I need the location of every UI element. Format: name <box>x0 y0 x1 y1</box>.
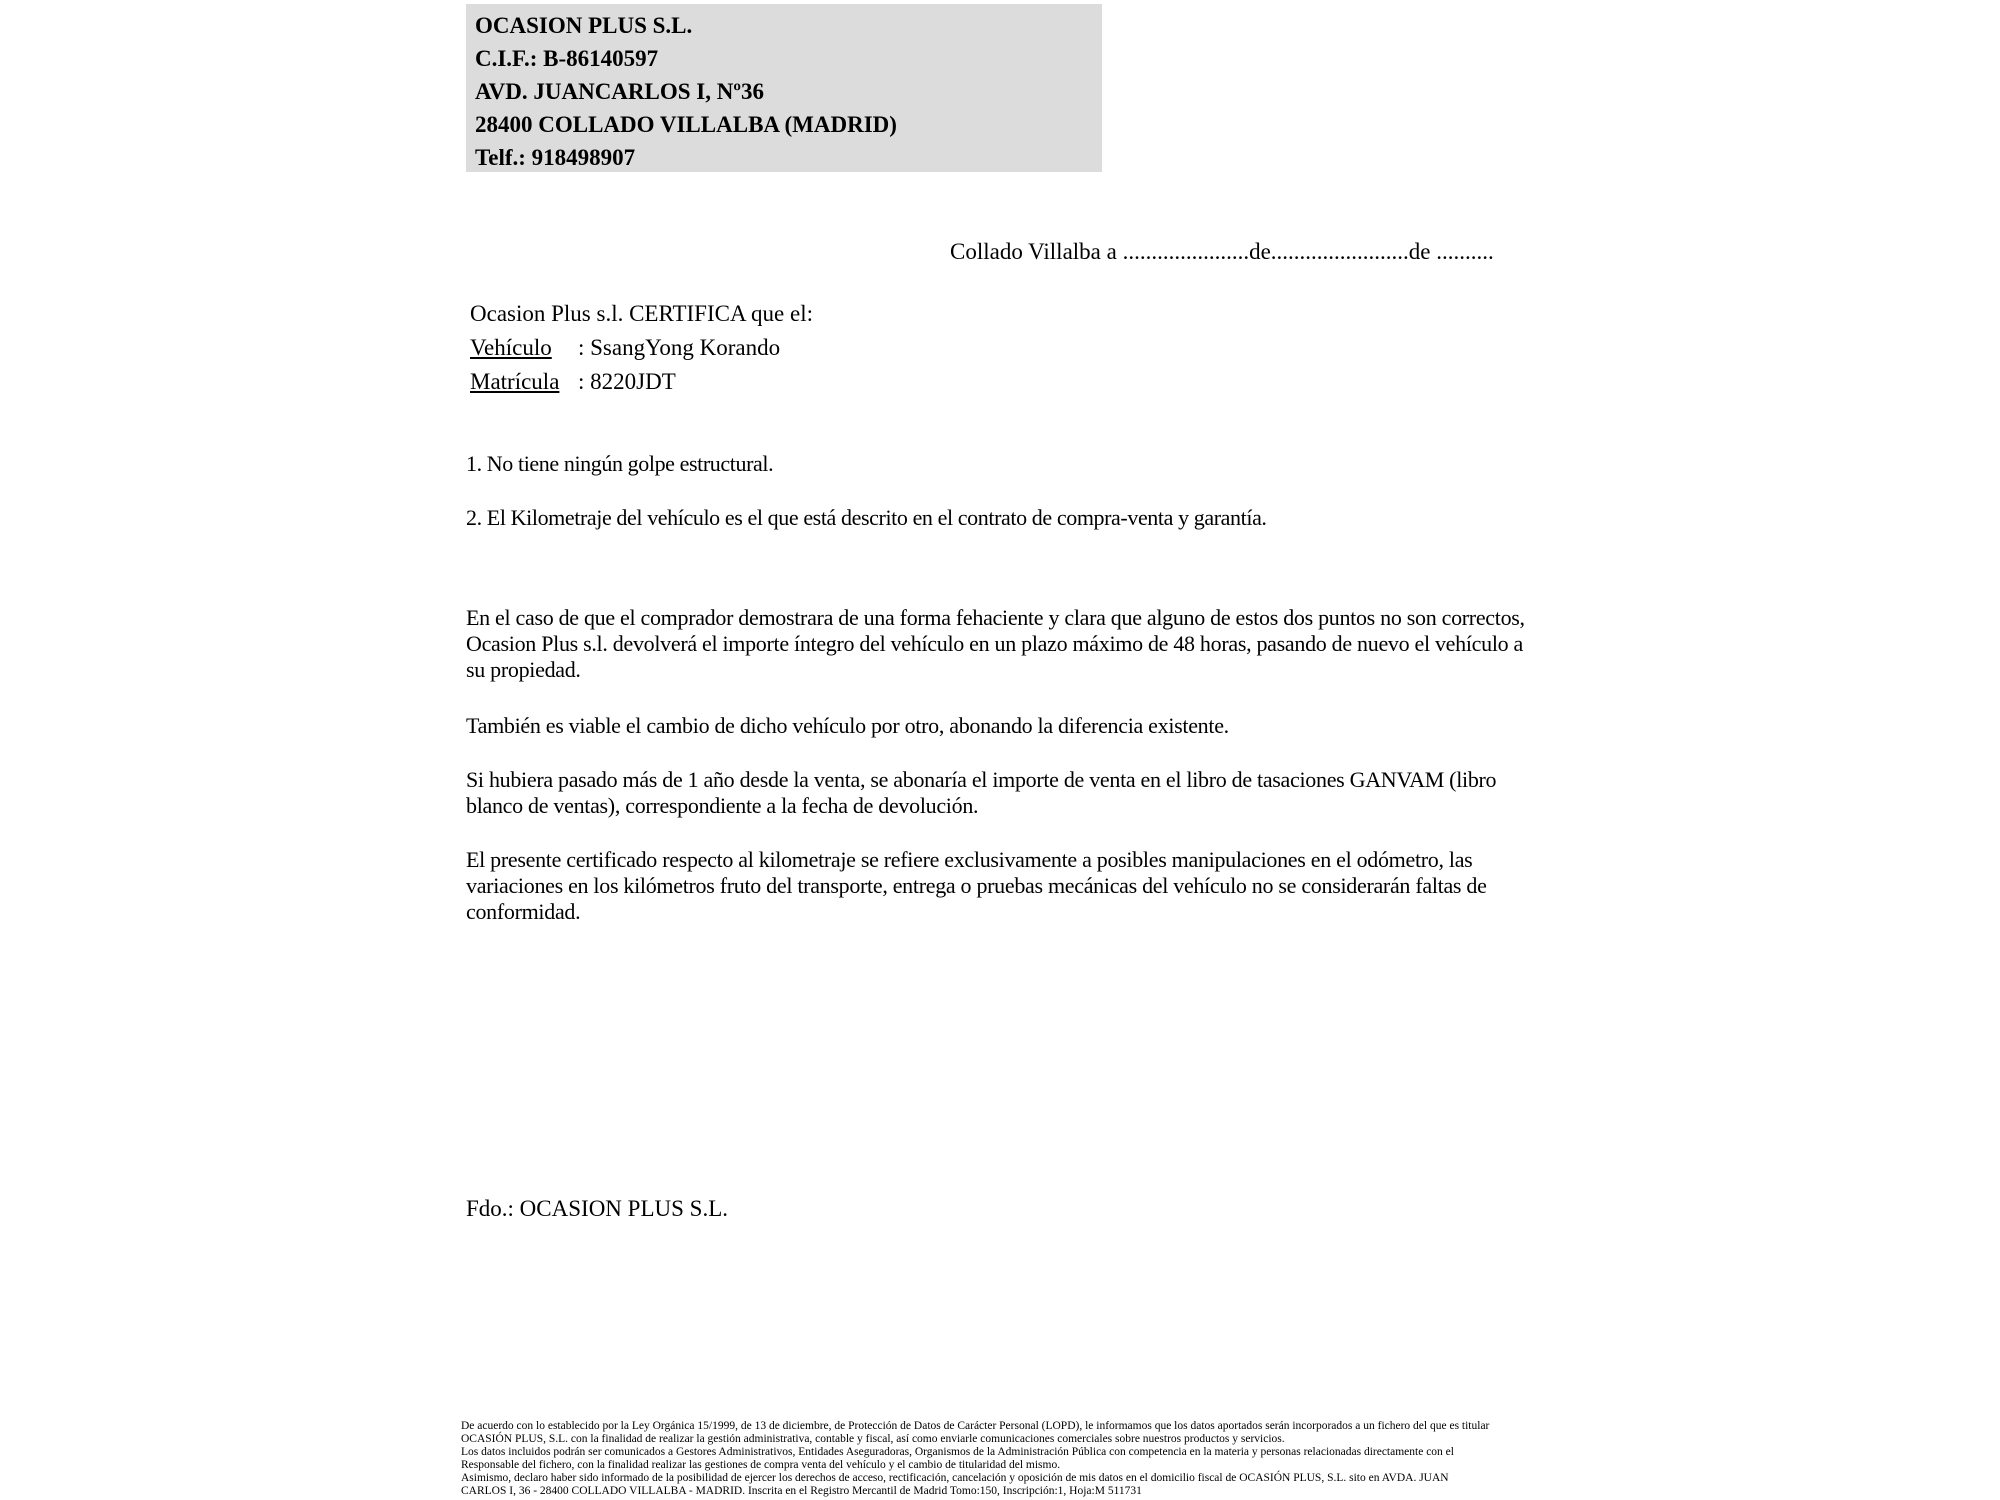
exchange-paragraph: También es viable el cambio de dicho vehículo por otro, abonando la diferencia existente. <box>466 713 1229 738</box>
legal-notice-line: OCASIÓN PLUS, S.L. con la finalidad de realizar la gestión administrativa, contable y fiscal, así como enviarle comunicaciones comerciales sobre nuestros productos y servicios. <box>461 1433 1285 1445</box>
company-phone: Telf.: 918498907 <box>475 145 636 170</box>
legal-notice-line: Responsable del fichero, con la finalidad realizar las gestiones de compra venta del vehículo y el cambio de titularidad del mismo. <box>461 1459 1061 1471</box>
legal-notice-line: De acuerdo con lo establecido por la Ley Orgánica 15/1999, de 13 de diciembre, de Protección de Datos de Carácter Personal (LOPD), le informamos que los datos aportados serán incorporados a un fichero del que es titular <box>461 1420 1490 1432</box>
vehicle-label: Vehículo <box>470 335 552 360</box>
certification-block <box>470 297 813 399</box>
date-fill-in-line: Collado Villalba a ......................de........................de .......... <box>950 239 1494 264</box>
company-cif: C.I.F.: B-86140597 <box>475 46 659 71</box>
vehicle-label-cell <box>470 331 578 365</box>
company-name: OCASION PLUS S.L. <box>475 13 693 38</box>
legal-notice-line: Los datos incluidos podrán ser comunicados a Gestores Administrativos, Entidades Aseguradoras, Organismos de la Administración Pública con competencia en la materia y personas relacionadas directamente con el <box>461 1446 1454 1458</box>
vehicle-separator: : <box>578 335 591 360</box>
certified-point-2: 2. El Kilometraje del vehículo es el que está descrito en el contrato de compra-venta y garantía. <box>466 505 1267 530</box>
vehicle-field <box>470 331 813 365</box>
signature-line: Fdo.: OCASION PLUS S.L. <box>466 1196 728 1221</box>
legal-notice-block <box>461 1420 1489 1498</box>
legal-notice-line: Asimismo, declaro haber sido informado de la posibilidad de ejercer los derechos de acceso, rectificación, cancelación y oposición de mis datos en el domicilio fiscal de OCASIÓN PLUS, S.L. sito en AVDA. JUAN <box>461 1472 1449 1484</box>
plate-field <box>470 365 813 399</box>
certification-intro: Ocasion Plus s.l. CERTIFICA que el: <box>470 301 813 326</box>
plate-value: 8220JDT <box>590 369 676 394</box>
company-address: AVD. JUANCARLOS I, Nº36 <box>475 79 764 104</box>
legal-notice-line: CARLOS I, 36 - 28400 COLLADO VILLALBA - MADRID. Inscrita en el Registro Mercantil de Madrid Tomo:150, Inscripción:1, Hoja:M 511731 <box>461 1485 1142 1497</box>
plate-label: Matrícula <box>470 369 560 394</box>
plate-separator: : <box>578 369 591 394</box>
refund-paragraph: En el caso de que el comprador demostrara de una forma fehaciente y clara que alguno de estos dos puntos no son correctos, Ocasion Plus s.l. devolverá el importe íntegro del vehículo en un plazo máximo de 48 horas, pasando de nuevo el vehículo a su propiedad. <box>466 605 1525 682</box>
plate-label-cell <box>470 365 578 399</box>
ganvam-paragraph: Si hubiera pasado más de 1 año desde la venta, se abonaría el importe de venta en el libro de tasaciones GANVAM (libro blanco de ventas), correspondiente a la fecha de devolución. <box>466 767 1497 818</box>
company-city: 28400 COLLADO VILLALBA (MADRID) <box>475 112 897 137</box>
odometer-disclaimer-paragraph: El presente certificado respecto al kilometraje se refiere exclusivamente a posibles manipulaciones en el odómetro, las variaciones en los kilómetros fruto del transporte, entrega o pruebas mecánicas del vehículo no se considerarán faltas de conformidad. <box>466 847 1487 924</box>
certified-point-1: 1. No tiene ningún golpe estructural. <box>466 451 774 476</box>
company-header-block <box>466 4 1102 172</box>
vehicle-value: SsangYong Korando <box>590 335 781 360</box>
